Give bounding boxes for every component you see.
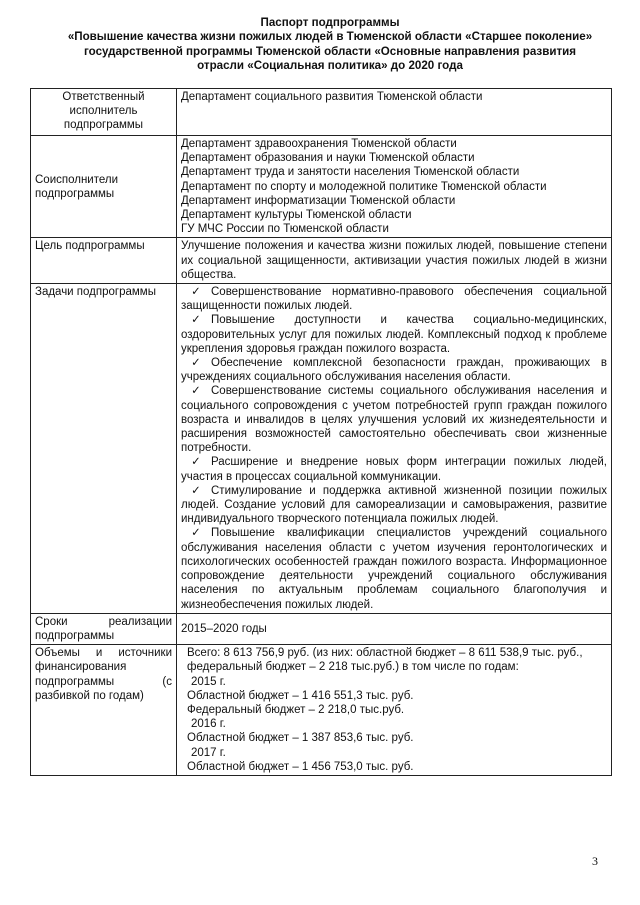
coexecutor-item: Департамент образования и науки Тюменской области bbox=[181, 152, 475, 165]
funding-line: Федеральный бюджет – 2 218,0 тыс.руб. bbox=[187, 703, 405, 716]
task-item bbox=[181, 526, 607, 611]
label-coexecutors: Соисполнители подпрограммы bbox=[31, 136, 177, 238]
row-tasks bbox=[31, 284, 612, 614]
task-item bbox=[181, 455, 607, 483]
coexecutor-item: Департамент труда и занятости населения Тюменской области bbox=[181, 166, 520, 179]
row-period bbox=[31, 613, 612, 644]
coexecutor-item: Департамент здравоохранения Тюменской области bbox=[181, 138, 457, 150]
task-item bbox=[181, 484, 607, 527]
coexecutor-item: Департамент культуры Тюменской области bbox=[181, 209, 412, 222]
page-number: 3 bbox=[592, 854, 598, 868]
row-funding bbox=[31, 645, 612, 776]
task-text: Совершенствование нормативно-правового обеспечения социальной защищенности пожилых людей. bbox=[181, 286, 607, 313]
checkmark-icon: ✓ bbox=[191, 357, 201, 370]
checkmark-icon: ✓ bbox=[191, 385, 201, 398]
funding-line: Областной бюджет – 1 387 853,6 тыс. руб. bbox=[187, 732, 414, 745]
task-text: Стимулирование и поддержка активной жизненной позиции пожилых людей. Создание условий для самореализации и самовыражения, развитие индивидуального творческого потенциала пожилых людей. bbox=[181, 484, 607, 526]
task-item bbox=[181, 384, 607, 455]
value-coexecutors bbox=[177, 136, 612, 238]
label-responsible: Ответственный исполнитель подпрограммы bbox=[31, 89, 177, 136]
title-line-2: «Повышение качества жизни пожилых людей в Тюменской области «Старшее поколение» государственной программы Тюменской области «Основные направления развития отрасли «Социальная политика» до 2020 года bbox=[67, 30, 593, 73]
row-goal bbox=[31, 238, 612, 284]
coexecutor-item: ГУ МЧС России по Тюменской области bbox=[181, 223, 389, 236]
checkmark-icon: ✓ bbox=[191, 527, 201, 540]
value-responsible: Департамент социального развития Тюменской области bbox=[177, 89, 612, 136]
label-goal: Цель подпрограммы bbox=[31, 238, 177, 284]
checkmark-icon: ✓ bbox=[191, 456, 201, 469]
coexecutor-item: Департамент по спорту и молодежной политике Тюменской области bbox=[181, 180, 547, 193]
task-text: Совершенствование системы социального обслуживания населения и социального сопровождения с учетом потребностей групп граждан пожилого возраста и инвалидов в целях улучшения условий их жизнедеятельности и расширения возможностей самостоятельно обеспечивать свои жизненные потребности. bbox=[181, 385, 607, 455]
label-funding: Объемы и источники финансирования подпрограммы (с разбивкой по годам) bbox=[31, 645, 177, 776]
label-period: Сроки реализации подпрограммы bbox=[31, 613, 177, 644]
task-item bbox=[181, 356, 607, 384]
funding-year: 2016 г. bbox=[191, 718, 226, 731]
label-tasks: Задачи подпрограммы bbox=[31, 284, 177, 614]
funding-year: 2015 г. bbox=[191, 675, 226, 688]
task-item bbox=[181, 313, 607, 356]
task-item bbox=[181, 285, 607, 313]
value-goal: Улучшение положения и качества жизни пожилых людей, повышение степени их социальной защищенности, активизации участия пожилых людей в жизни общества. bbox=[177, 238, 612, 284]
task-text: Расширение и внедрение новых форм интеграции пожилых людей, участия в процессах социальной коммуникации. bbox=[181, 456, 607, 483]
task-text: Повышение квалификации специалистов учреждений социального обслуживания населения области с учетом изучения геронтологических и психологических особенностей граждан пожилого возраста. Информационное сопровождение деятельности учреждений социального обслуживания населения по актуальным проблемам социального благополучия и жизнеобеспечения пожилых людей. bbox=[181, 527, 607, 611]
value-funding bbox=[177, 645, 612, 776]
checkmark-icon: ✓ bbox=[191, 484, 201, 497]
row-coexecutors bbox=[31, 136, 612, 238]
value-period: 2015–2020 годы bbox=[177, 613, 612, 644]
row-responsible bbox=[31, 89, 612, 136]
funding-line: Областной бюджет – 1 456 753,0 тыс. руб. bbox=[187, 760, 414, 773]
funding-total: Всего: 8 613 756,9 руб. (из них: областной бюджет – 8 611 538,9 тыс. руб., федеральный бюджет – 2 218 тыс.руб.) в том числе по годам: bbox=[187, 647, 583, 674]
checkmark-icon: ✓ bbox=[191, 286, 201, 299]
passport-table bbox=[30, 88, 612, 776]
task-text: Обеспечение комплексной безопасности граждан, проживающих в учреждениях социального обслуживания населения области. bbox=[181, 357, 607, 384]
coexecutor-item: Департамент информатизации Тюменской области bbox=[181, 194, 456, 207]
funding-line: Областной бюджет – 1 416 551,3 тыс. руб. bbox=[187, 689, 414, 702]
value-tasks bbox=[177, 284, 612, 614]
funding-year: 2017 г. bbox=[191, 746, 226, 759]
checkmark-icon: ✓ bbox=[191, 314, 201, 327]
task-text: Повышение доступности и качества социально-медицинских, оздоровительных услуг для пожилых людей. Комплексный подход к проблеме укрепления здоровья граждан пожилого возраста. bbox=[181, 314, 607, 355]
title-line-1: Паспорт подпрограммы bbox=[260, 16, 400, 29]
document-title bbox=[60, 16, 600, 74]
